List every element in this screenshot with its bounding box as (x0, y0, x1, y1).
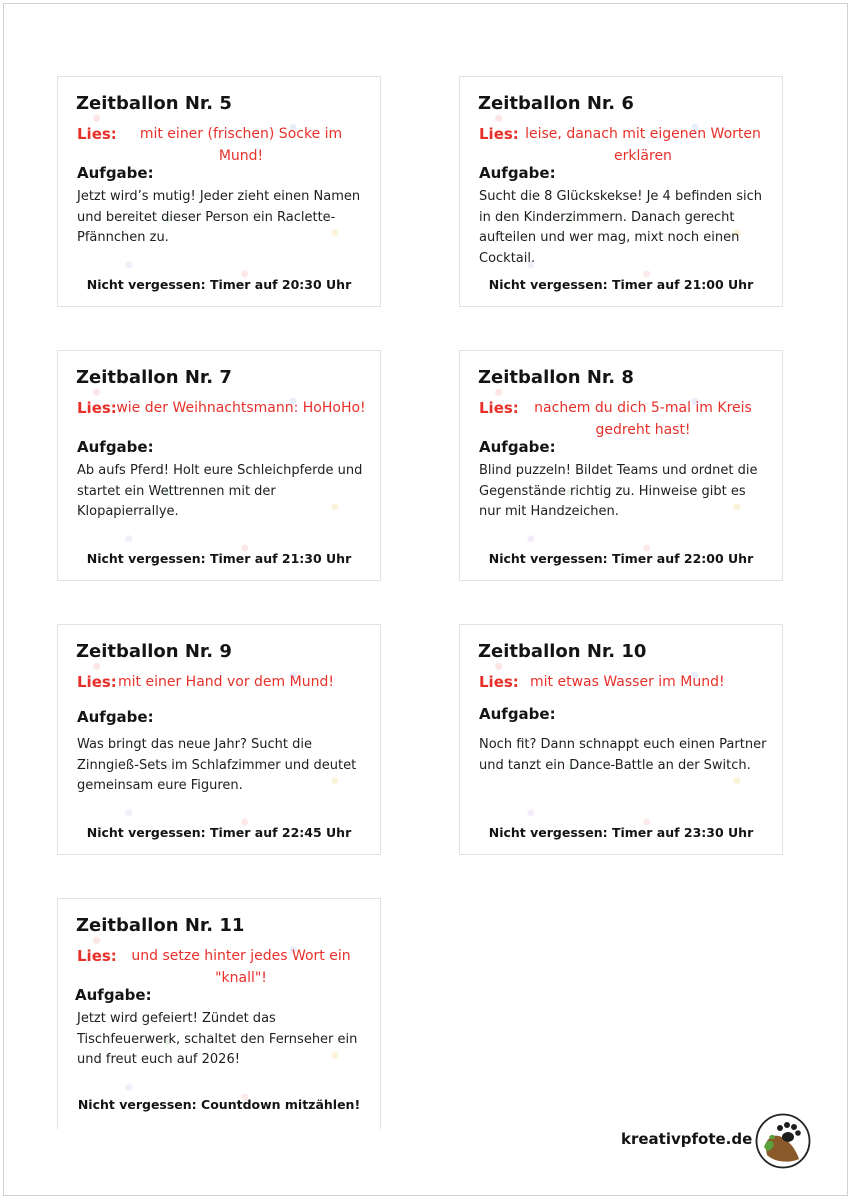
lies-instruction: und setze hinter jedes Wort ein "knall"! (131, 948, 351, 986)
timer-reminder: Nicht vergessen: Timer auf 21:00 Uhr (488, 277, 754, 292)
balloon-card-7 (57, 350, 381, 581)
aufgabe-label: Aufgabe: (77, 438, 154, 456)
lies-instruction: mit einer (frischen) Socke im Mund! (139, 126, 343, 164)
lies-label: Lies: (479, 399, 519, 417)
balloon-card-9 (57, 624, 381, 855)
card-title: Zeitballon Nr. 6 (478, 93, 634, 114)
lies-instruction: mit etwas Wasser im Mund! (530, 674, 725, 690)
balloon-card-6 (459, 76, 783, 307)
aufgabe-text: Ab aufs Pferd! Holt eure Schleichpferde und startet ein Wettrennen mit der Klopapierrallye. (77, 463, 363, 519)
timer-reminder: Nicht vergessen: Timer auf 22:45 Uhr (86, 825, 352, 840)
lies-instruction: mit einer Hand vor dem Mund! (118, 674, 334, 690)
brand-website: kreativpfote.de (621, 1130, 753, 1148)
aufgabe-text: Blind puzzeln! Bildet Teams und ordnet die Gegenstände richtig zu. Hinweise gibt es nur mit Handzeichen. (479, 463, 758, 519)
lies-instruction: nachem du dich 5-mal im Kreis gedreht hast! (534, 400, 752, 438)
lies-label: Lies: (77, 947, 117, 965)
timer-reminder: Nicht vergessen: Timer auf 22:00 Uhr (488, 551, 754, 566)
timer-reminder: Nicht vergessen: Timer auf 20:30 Uhr (86, 277, 352, 292)
balloon-card-11 (57, 898, 381, 1129)
lies-label: Lies: (479, 125, 519, 143)
aufgabe-label: Aufgabe: (479, 705, 556, 723)
lies-label: Lies: (77, 673, 117, 691)
lies-instruction: leise, danach mit eigenen Worten erklären (525, 126, 761, 164)
lies-label: Lies: (77, 125, 117, 143)
aufgabe-label: Aufgabe: (479, 438, 556, 456)
lies-label: Lies: (77, 399, 117, 417)
balloon-card-10 (459, 624, 783, 855)
aufgabe-label: Aufgabe: (77, 164, 154, 182)
balloon-card-8 (459, 350, 783, 581)
aufgabe-label: Aufgabe: (75, 986, 152, 1004)
timer-reminder: Nicht vergessen: Timer auf 23:30 Uhr (488, 825, 754, 840)
aufgabe-label: Aufgabe: (77, 708, 154, 726)
card-title: Zeitballon Nr. 9 (76, 641, 232, 662)
card-title: Zeitballon Nr. 5 (76, 93, 232, 114)
card-title: Zeitballon Nr. 7 (76, 367, 232, 388)
aufgabe-text: Sucht die 8 Glückskekse! Je 4 befinden sich in den Kinderzimmern. Danach gerecht aufteilen und wer mag, mixt noch einen Cocktail. (479, 189, 763, 266)
card-title: Zeitballon Nr. 8 (478, 367, 634, 388)
lies-instruction: wie der Weihnachtsmann: HoHoHo! (116, 400, 366, 416)
card-title: Zeitballon Nr. 11 (76, 915, 245, 936)
aufgabe-label: Aufgabe: (479, 164, 556, 182)
aufgabe-text: Jetzt wird’s mutig! Jeder zieht einen Namen und bereitet dieser Person ein Raclette-Pfännchen zu. (77, 189, 361, 245)
card-title: Zeitballon Nr. 10 (478, 641, 647, 662)
lies-label: Lies: (479, 673, 519, 691)
timer-reminder: Nicht vergessen: Timer auf 21:30 Uhr (86, 551, 352, 566)
balloon-card-5 (57, 76, 381, 307)
aufgabe-text: Was bringt das neue Jahr? Sucht die Zinngieß-Sets im Schlafzimmer und deutet gemeinsam eure Figuren. (77, 737, 357, 793)
paw-logo-icon (755, 1113, 811, 1169)
countdown-reminder: Nicht vergessen: Countdown mitzählen! (77, 1097, 361, 1112)
aufgabe-text: Jetzt wird gefeiert! Zündet das Tischfeuerwerk, schaltet den Fernseher ein und freut euch auf 2026! (77, 1011, 358, 1067)
aufgabe-text: Noch fit? Dann schnappt euch einen Partner und tanzt ein Dance-Battle an der Switch. (479, 737, 767, 773)
